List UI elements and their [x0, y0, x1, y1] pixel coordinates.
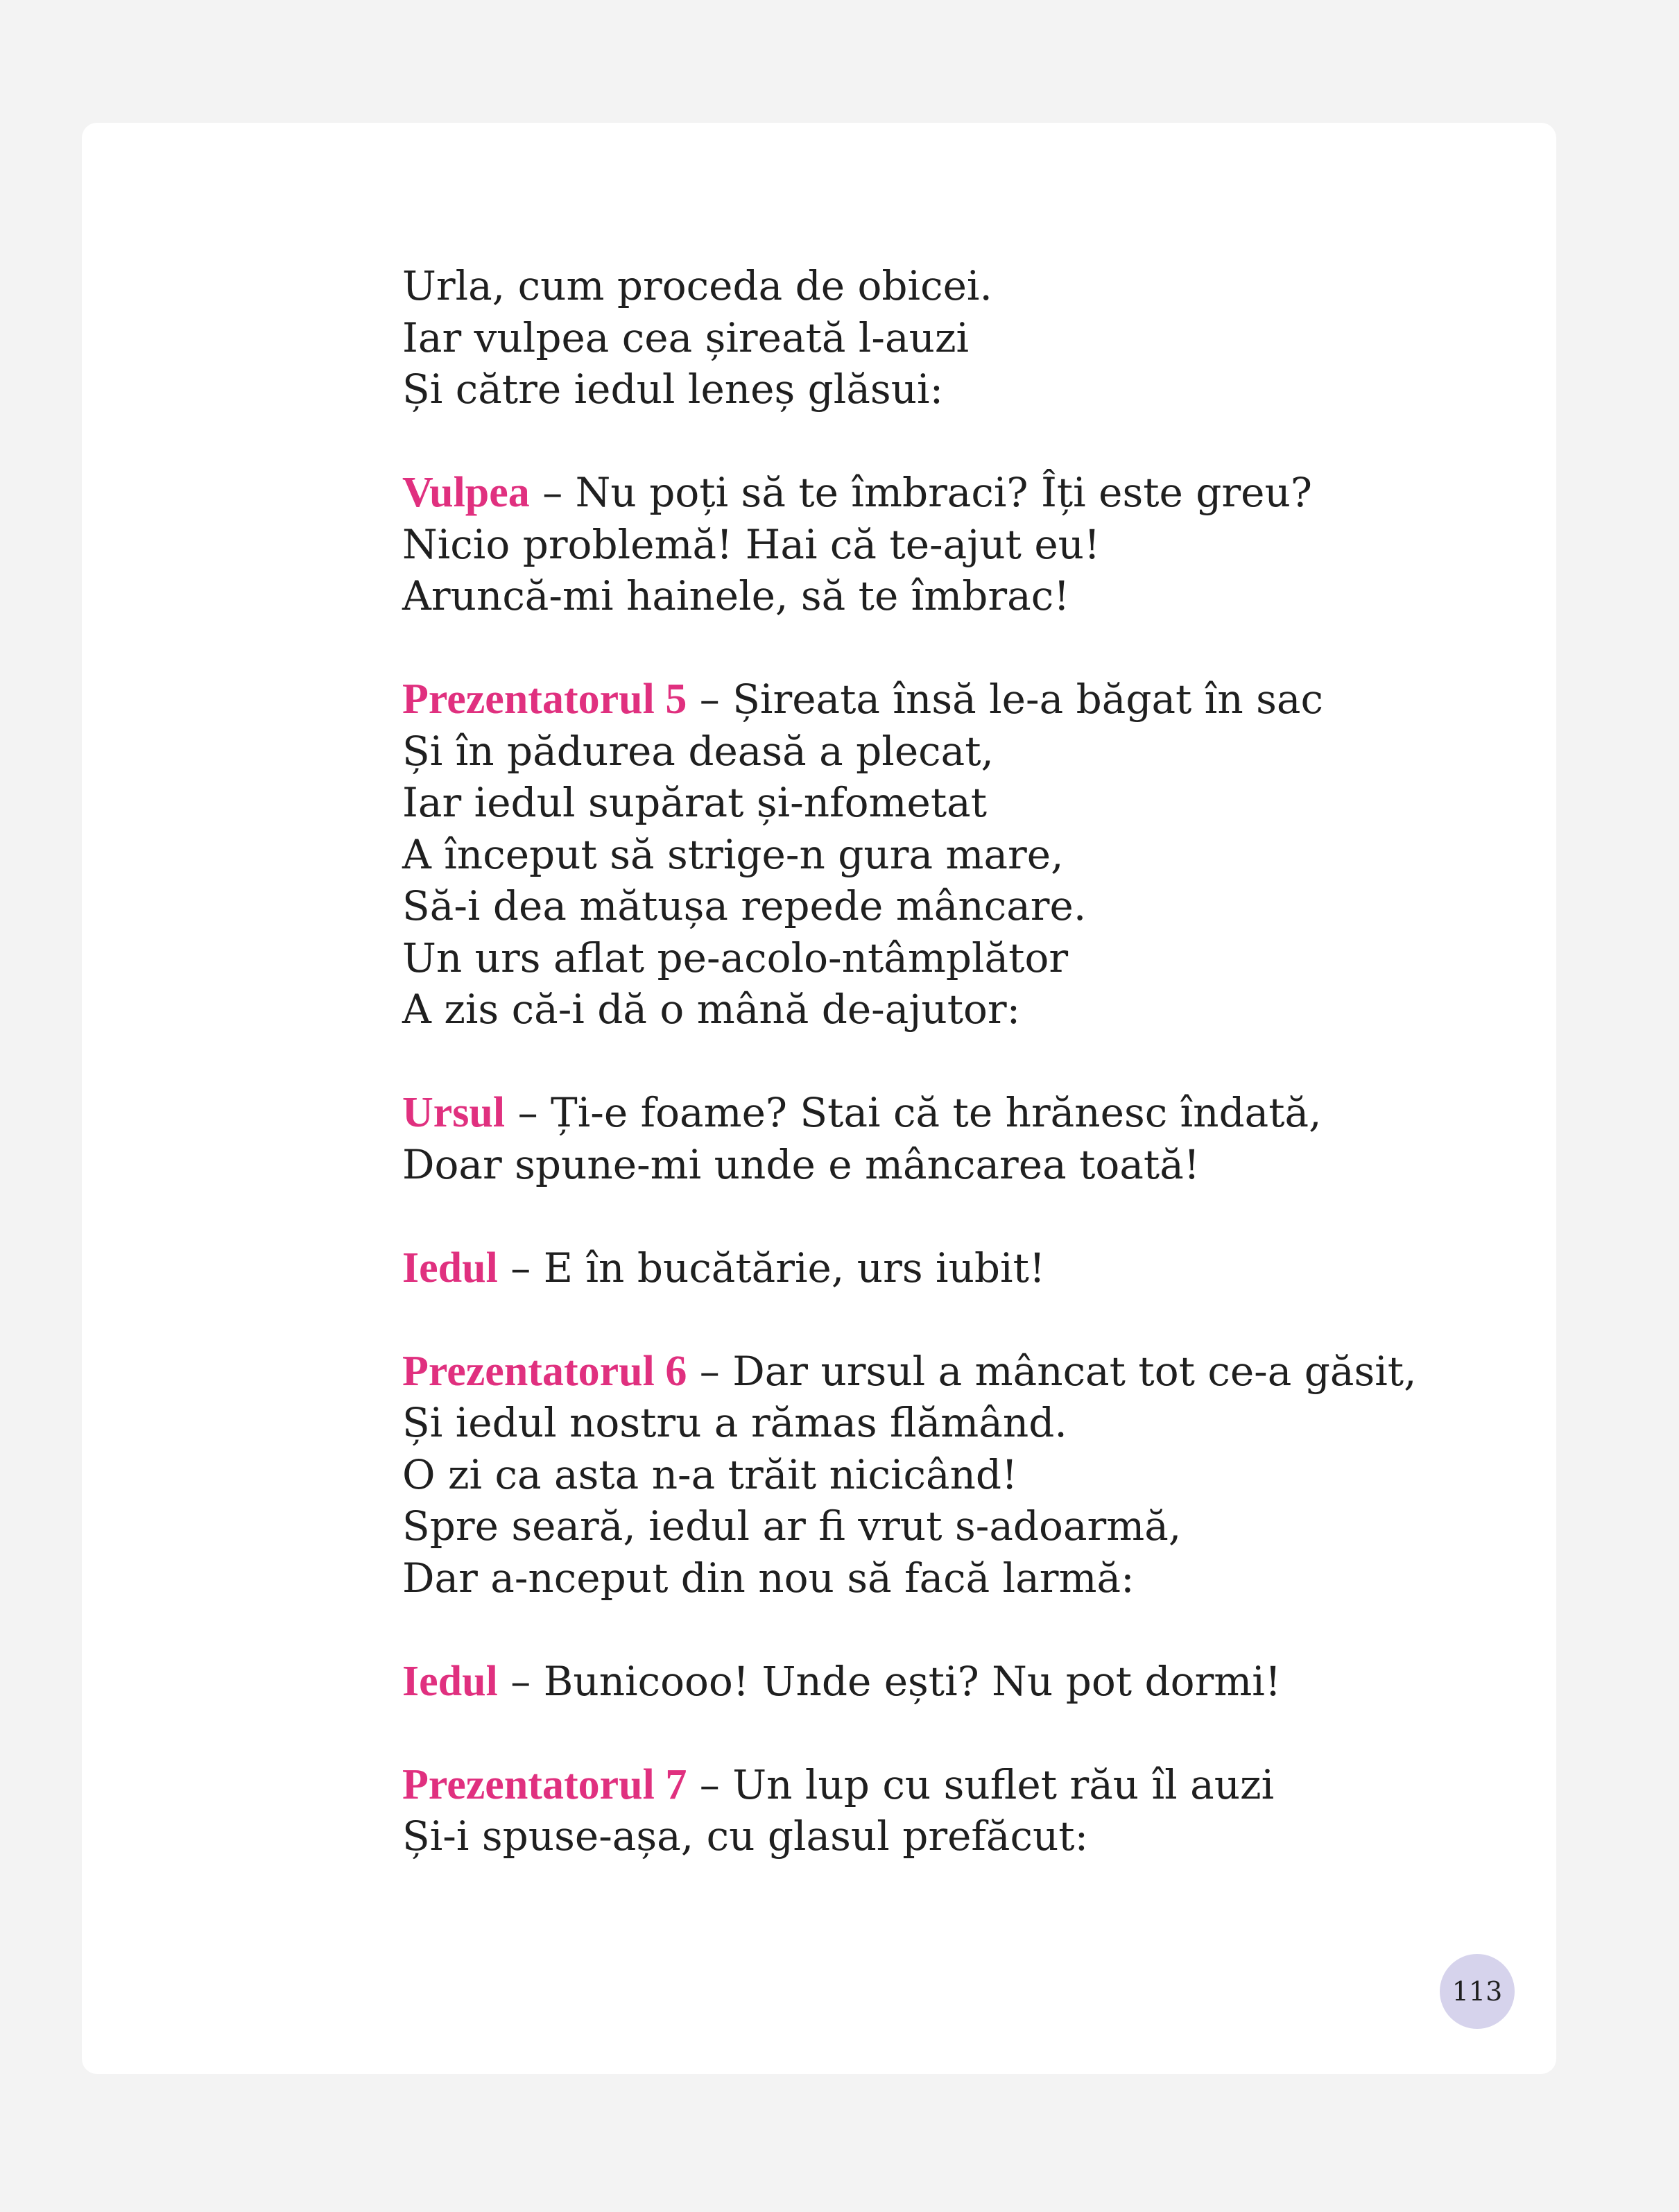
dialogue-text: – Nu poți să te îmbraci? Îți este greu? [529, 469, 1312, 516]
speaker-name: Iedul [402, 1244, 498, 1292]
stanza-prezentatorul-5 [402, 674, 1526, 1036]
speaker-name: Prezentatorul 6 [402, 1347, 687, 1395]
poem-line: Doar spune-mi unde e mâncarea toată! [402, 1140, 1200, 1188]
dialogue-line [402, 674, 1526, 726]
poem-line: Să-i dea mătușa repede mâncare. [402, 882, 1087, 929]
poem-line: Spre seară, iedul ar fi vrut s-adoarmă, [402, 1502, 1182, 1550]
stanza-1 [402, 260, 1526, 415]
stanza-iedul-2 [402, 1656, 1526, 1708]
page-number-badge: 113 [1440, 1954, 1515, 2029]
speaker-name: Vulpea [402, 469, 530, 516]
dialogue-text: – Ți-e foame? Stai că te hrănesc îndată, [505, 1089, 1322, 1136]
dialogue-text: – Dar ursul a mâncat tot ce-a găsit, [687, 1347, 1417, 1395]
poem-line: Dar a-nceput din nou să facă larmă: [402, 1554, 1135, 1602]
speaker-name: Prezentatorul 5 [402, 676, 687, 723]
poem-line: Și în pădurea deasă a plecat, [402, 727, 994, 775]
dialogue-line [402, 1346, 1526, 1398]
poem-line: Și iedul nostru a rămas flămând. [402, 1399, 1067, 1446]
speaker-name: Ursul [402, 1089, 506, 1136]
poem-line: O zi ca asta n-a trăit nicicând! [402, 1450, 1018, 1498]
dialogue-line [402, 1242, 1526, 1294]
dialogue-text: – Șireata însă le-a băgat în sac [687, 676, 1323, 723]
poem-line: Și către iedul leneș glăsui: [402, 366, 944, 413]
poem-line: Un urs aflat pe-acolo-ntâmplător [402, 934, 1069, 981]
stanza-vulpea [402, 467, 1526, 622]
dialogue-line [402, 1656, 1526, 1708]
poem-line: Aruncă-mi hainele, să te îmbrac! [402, 572, 1070, 619]
poem-line: Urla, cum proceda de obicei. [402, 262, 992, 309]
dialogue-text: – E în bucătărie, urs iubit! [497, 1244, 1046, 1292]
poem-line: Și-i spuse-așa, cu glasul prefăcut: [402, 1812, 1089, 1860]
poem-line: Iar vulpea cea șireată l-auzi [402, 314, 970, 361]
book-page [82, 123, 1556, 2074]
dialogue-text: – Un lup cu suflet rău îl auzi [687, 1760, 1275, 1808]
poem-line: Nicio problemă! Hai că te-ajut eu! [402, 520, 1101, 568]
stanza-ursul [402, 1087, 1526, 1190]
dialogue-text: – Bunicooo! Unde ești? Nu pot dormi! [497, 1657, 1282, 1705]
poem-line: A zis că-i dă o mână de-ajutor: [402, 986, 1021, 1033]
dialogue-line [402, 1087, 1526, 1139]
poem-text [402, 260, 1526, 1914]
stanza-prezentatorul-7 [402, 1759, 1526, 1862]
dialogue-line [402, 467, 1526, 519]
speaker-name: Prezentatorul 7 [402, 1760, 687, 1808]
speaker-name: Iedul [402, 1657, 498, 1705]
stanza-prezentatorul-6 [402, 1346, 1526, 1604]
dialogue-line [402, 1759, 1526, 1811]
poem-line: A început să strige-n gura mare, [402, 830, 1064, 878]
poem-line: Iar iedul supărat și-nfometat [402, 779, 988, 826]
stanza-iedul-1 [402, 1242, 1526, 1294]
